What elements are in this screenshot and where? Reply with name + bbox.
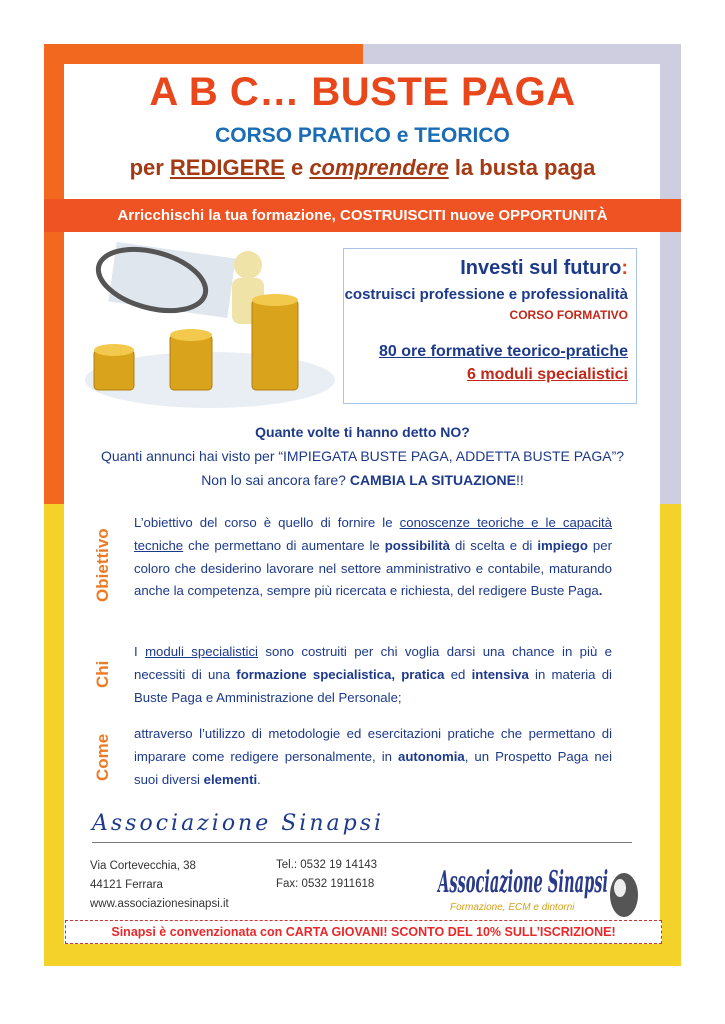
question-2: Quanti annunci hai visto per “IMPIEGATA BUSTE PAGA, ADDETTA BUSTE PAGA”? (100, 448, 625, 464)
fax-number: Fax: 0532 1911618 (276, 878, 375, 890)
subtitle-purpose: per REDIGERE e comprendere la busta paga (129, 155, 596, 180)
question-1: Quante volte ti hanno detto NO? (255, 424, 470, 440)
label-chi: Chi (93, 660, 112, 688)
divider (92, 842, 632, 843)
subtitle-course: CORSO PRATICO e TEORICO (215, 124, 510, 147)
label-obiettivo: Obiettivo (93, 528, 112, 602)
banner: Arricchischi la tua formazione, COSTRUISCITI nuove OPPORTUNITÀ (44, 199, 681, 232)
website-link[interactable]: www.associazionesinapsi.it (90, 898, 229, 910)
logo-name: Associazione Sinapsi (436, 865, 608, 900)
phone-number: Tel.: 0532 19 14143 (276, 859, 378, 871)
association-name: Associazione Sinapsi (92, 811, 385, 836)
course-info-box (343, 248, 637, 404)
page-title: A B C… BUSTE PAGA (149, 70, 576, 114)
info-modules: 6 moduli specialistici (467, 366, 628, 383)
paragraph-chi: I moduli specialistici sono costruiti per chi voglia darsi una chance in più e necessiti di una formazione specialistica, pratica ed intensiva in materia di Buste Paga e Amministrazione del Personale; (134, 644, 613, 705)
label-come: Come (93, 733, 112, 781)
logo-tagline: Formazione, ECM e dintorni (450, 902, 575, 913)
footer-promo: Sinapsi è convenzionata con CARTA GIOVANI! SCONTO DEL 10% SULL’ISCRIZIONE! (65, 920, 662, 944)
address-city: 44121 Ferrara (90, 879, 163, 891)
question-3: Non lo sai ancora fare? CAMBIA LA SITUAZIONE!! (201, 472, 524, 488)
paragraph-obiettivo: L’obiettivo del corso è quello di fornire le conoscenze teoriche e le capacità tecniche che permettano di aumentare le possibilità di scelta e di impiego per coloro che desiderino lavorare nel settore amministrativo e contabile, maturando anche la competenza, sempre più ricercata e richiesta, del redigere Buste Paga. (134, 515, 612, 599)
info-hours: 80 ore formative teorico-pratiche (379, 343, 628, 360)
info-course-label: CORSO FORMATIVO (509, 308, 628, 322)
paragraph-come: attraverso l’utilizzo di metodologie ed esercitazioni pratiche che permettano di imparare come redigere personalmente, in autonomia, un Prospetto Paga nei suoi diversi elementi. (134, 726, 612, 787)
address-street: Via Cortevecchia, 38 (90, 860, 196, 872)
info-subheading: costruisci professione e professionalità (344, 286, 628, 303)
sinapsi-logo (436, 850, 642, 926)
info-heading: Investi sul futuro: (460, 257, 628, 279)
coins-magnifier-illustration (82, 240, 337, 410)
